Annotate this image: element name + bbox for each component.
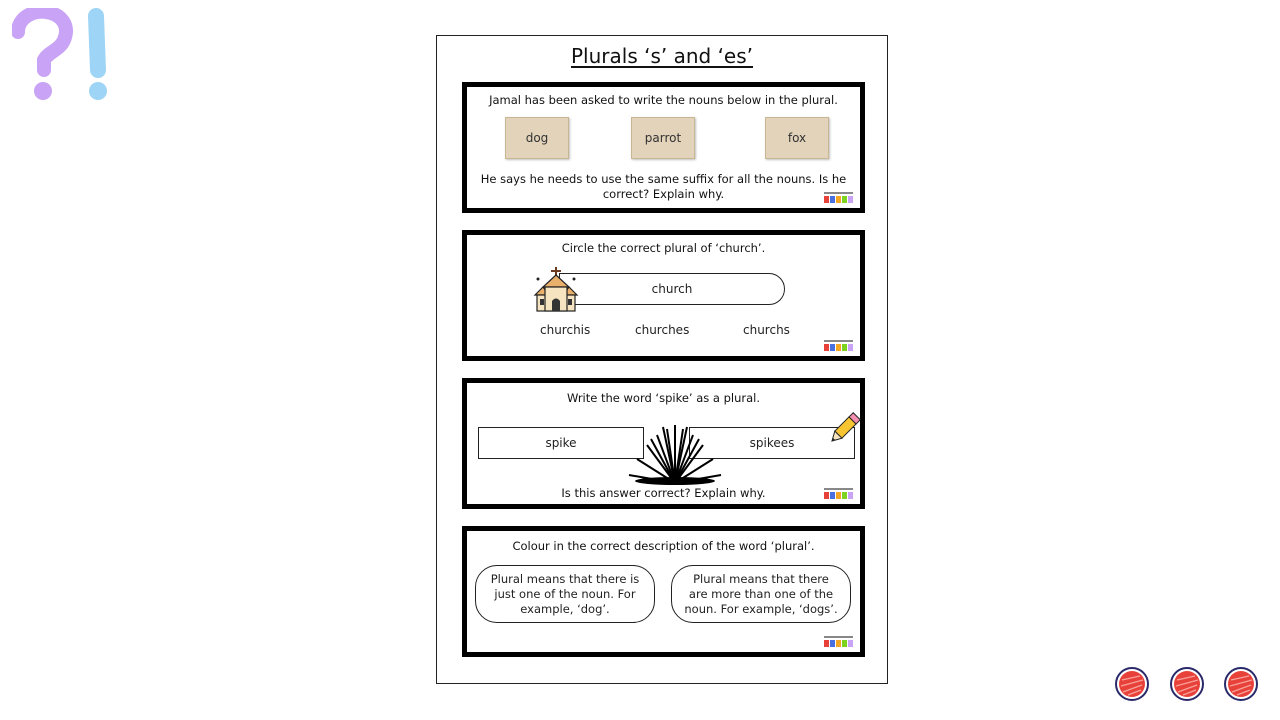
task4-prompt: Colour in the correct description of the word ‘plural’. (512, 539, 815, 553)
task-card-church (462, 230, 865, 361)
church-word: church (651, 282, 693, 296)
description-text-a: Plural means that there is just one of the noun. For example, ‘dog’. (490, 571, 640, 616)
spike-word: spike (545, 436, 577, 450)
easy-education-badge-icon (824, 635, 856, 648)
nav-dot-2-icon[interactable] (1169, 666, 1205, 702)
task-card-spike (462, 378, 865, 509)
task3-prompt: Write the word ‘spike’ as a plural. (566, 391, 761, 405)
answer-text: spikees (749, 436, 795, 450)
description-option-b (671, 565, 851, 623)
worksheet-page (436, 35, 888, 684)
easy-education-badge-icon (824, 339, 856, 352)
word-card: parrot (631, 117, 695, 159)
task1-question: He says he needs to use the same suffix for all the nouns. Is he correct? Explain why. (480, 172, 847, 201)
church-word-box (559, 273, 785, 305)
worksheet-title: Plurals ‘s’ and ‘es’ (570, 44, 754, 68)
plural-option: churches (635, 323, 690, 337)
plural-option: churchis (540, 323, 591, 337)
church-icon (533, 267, 579, 313)
task1-prompt: Jamal has been asked to write the nouns below in the plural. (489, 93, 838, 107)
spike-word-box (478, 427, 644, 459)
nav-dot-1-icon[interactable] (1114, 666, 1150, 702)
pencil-icon (827, 411, 861, 447)
task-card-definition (462, 526, 865, 657)
word-card: dog (505, 117, 569, 159)
plural-option: churchs (743, 323, 790, 337)
word-card: fox (765, 117, 829, 159)
description-option-a (475, 565, 655, 623)
task2-prompt: Circle the correct plural of ‘church’. (561, 241, 766, 255)
easy-education-badge-icon (824, 191, 856, 204)
question-exclaim-logo-icon (12, 8, 116, 104)
task3-question: Is this answer correct? Explain why. (561, 486, 766, 500)
spikes-icon (627, 423, 723, 485)
description-text-b: Plural means that there are more than one of the noun. For example, ‘dogs’. (684, 571, 838, 616)
easy-education-badge-icon (824, 487, 856, 500)
nav-dot-3-icon[interactable] (1223, 666, 1259, 702)
task-card-nouns (462, 82, 865, 213)
